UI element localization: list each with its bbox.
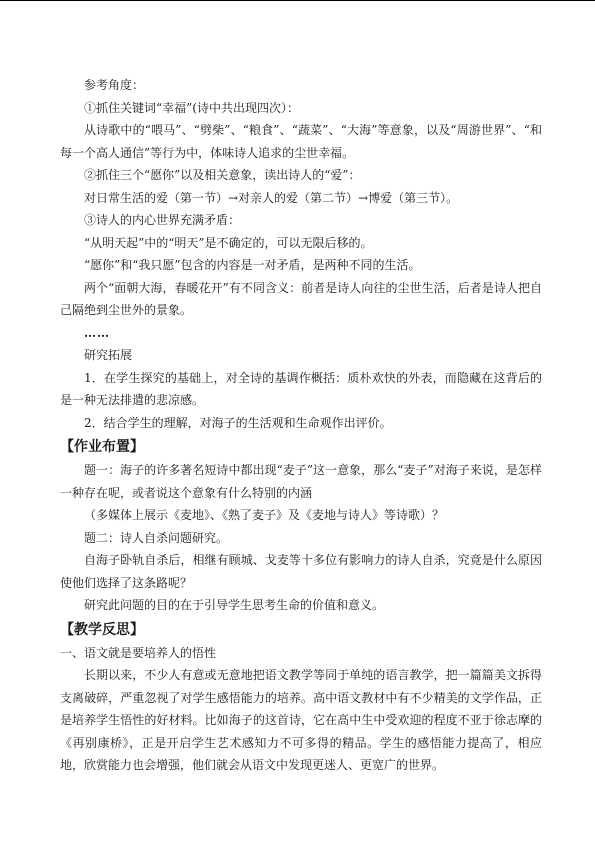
homework-question-1: 题一：海子的许多著名短诗中都出现“麦子”这一意象，那么“麦子”对海子来说，是怎样一种存在呢，或者说这个意象有什么特别的内涵 [60,463,542,500]
angle-one-text: 从诗歌中的“喂马”、“劈柴”、“粮食”、“蔬菜”、“大海”等意象，以及“周游世界”、“和每一个高人通信”等行为中，体味诗人追求的尘世幸福。 [60,123,542,160]
section-heading-reflection: 【教学反思】 [60,621,144,638]
angle-three-text-1: “从明天起”中的“明天”是不确定的，可以无限后移的。 [84,235,373,250]
page-top-rule [0,0,595,1]
extension-item-2: 2．结合学生的理解，对海子的生活观和生命观作出评价。 [84,415,392,430]
angle-three-text-2: “愿你”和“我只愿”包含的内容是一对矛盾，是两种不同的生活。 [84,258,421,272]
angle-two-heading: ②抓住三个“愿你”以及相关意象，读出诗人的“爱”： [84,168,361,182]
section-heading-homework: 【作业布置】 [60,439,144,455]
angle-three-heading: ③诗人的内心世界充满矛盾： [84,213,241,227]
homework-question-2: 题二：诗人自杀问题研究。 [84,530,229,545]
extension-item-1: 1．在学生探究的基础上，对全诗的基调作概括：质朴欢快的外表，而隐藏在这背后的是一种无法排遣的悲凉感。 [60,370,542,407]
ellipsis: …… [84,325,110,340]
homework-question-1-note: （多媒体上展示《麦地》、《熟了麦子》及《麦地与诗人》等诗歌）？ [84,508,445,522]
homework-question-2-purpose: 研究此问题的目的在于引导学生思考生命的价值和意义。 [84,598,385,612]
reflection-paragraph: 长期以来，不少人有意或无意地把语文教学等同于单纯的语言教学，把一篇篇美文拆得支离破碎，严重忽视了对学生感悟能力的培养。高中语文教材中有不少精美的文学作品，正是培养学生悟性的好材料。比如海子的这首诗，它在高中生中受欢迎的程度不亚于徐志摩的《再别康桥》，正是开启学生艺术感知力不可多得的精品。学生的感悟能力提高了，相应地，欣赏能力也会增强，他们就会从语文中发现更迷人、更宽广的世界。 [60,668,542,772]
document-page [60,74,542,777]
angle-three-text-3: 两个“面朝大海，春暖花开”有不同含义：前者是诗人向往的尘世生活，后者是诗人把自己隔绝到尘世外的景象。 [60,280,542,317]
reflection-subheading: 一、语文就是要培养人的悟性 [60,645,217,660]
reference-angle-label: 参考角度： [84,78,145,92]
homework-question-2-text: 自海子卧轨自杀后，相继有顾城、戈麦等十多位有影响力的诗人自杀，究竟是什么原因使他们选择了这条路呢？ [60,553,542,590]
research-extension-label: 研究拓展 [84,348,133,362]
angle-two-text: 对日常生活的爱（第一节）→对亲人的爱（第二节）→博爱（第三节）。 [84,190,459,205]
angle-one-heading: ①抓住关键词“幸福”(诗中共出现四次）： [84,100,299,115]
